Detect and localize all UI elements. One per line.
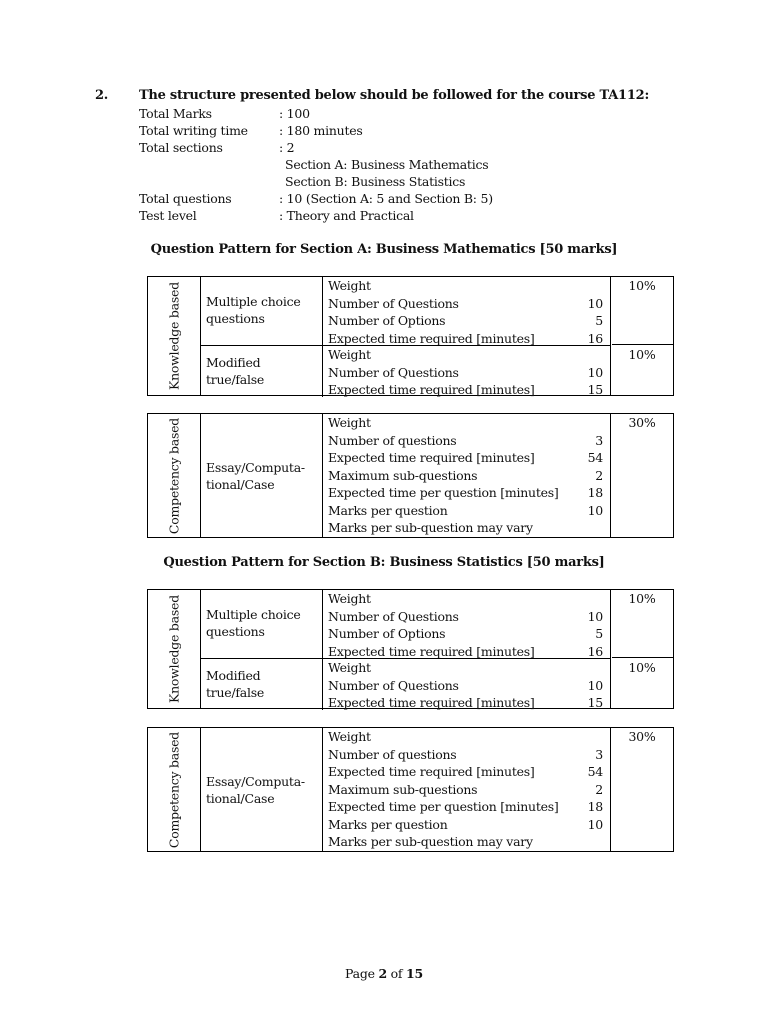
detail-row: Weight	[328, 729, 371, 744]
section-a-title: Question Pattern for Section A: Business Mathematics [50 marks]	[150, 242, 618, 257]
meta-value-total-questions: : 10 (Section A: 5 and Section B: 5)	[279, 191, 493, 206]
mcq-row	[200, 277, 611, 345]
detail-row: Expected time per question [minutes] 18	[328, 485, 603, 500]
meta-value-test-level: : Theory and Practical	[279, 208, 414, 223]
detail-row: Number of Options 5	[328, 626, 603, 641]
true-false-row	[200, 345, 611, 397]
detail-row: Number of Questions 10	[328, 364, 603, 380]
meta-section-a: Section A: Business Mathematics	[285, 157, 489, 172]
meta-label-total-sections: Total sections	[139, 140, 223, 155]
detail-row: Marks per question 10	[328, 502, 603, 518]
detail-row: Expected time per question [minutes] 18	[328, 799, 603, 814]
meta-label-test-level: Test level	[139, 208, 197, 223]
weight-percent: 10%	[628, 347, 656, 362]
page-footer	[0, 966, 768, 981]
question-type-label: Modified true/false	[206, 355, 265, 387]
item-number: 2.	[95, 88, 109, 103]
total-pages: 15	[406, 966, 423, 981]
meta-value-total-marks: : 100	[279, 106, 310, 121]
detail-row: Marks per question 10	[328, 816, 603, 832]
meta-label-total-questions: Total questions	[139, 191, 232, 206]
detail-row: Weight	[328, 347, 371, 362]
meta-label-total-marks: Total Marks	[139, 106, 212, 121]
question-type-label: Multiple choice questions	[206, 294, 301, 326]
weight-percent: 30%	[628, 415, 656, 430]
intro-heading: The structure presented below should be followed for the course TA112:	[139, 88, 649, 103]
detail-row: Expected time required [minutes] 16	[328, 643, 603, 659]
detail-row: Expected time required [minutes] 54	[328, 764, 603, 779]
section-a-knowledge-table	[147, 276, 674, 396]
detail-row: Number of Options 5	[328, 313, 603, 328]
detail-row: Maximum sub-questions 2	[328, 467, 603, 483]
row-divider	[612, 344, 674, 345]
weight-percent: 30%	[628, 729, 656, 744]
detail-row: Expected time required [minutes] 54	[328, 450, 603, 465]
meta-label-writing-time: Total writing time	[139, 123, 248, 138]
meta-value-writing-time: : 180 minutes	[279, 123, 363, 138]
row-divider	[612, 657, 674, 658]
category-cell	[148, 414, 201, 537]
detail-row: Number of Questions 10	[328, 608, 603, 624]
detail-row: Number of Questions 10	[328, 677, 603, 693]
weight-percent: 10%	[628, 278, 656, 293]
section-b-knowledge-table	[147, 589, 674, 709]
detail-row: Expected time required [minutes] 15	[328, 695, 603, 710]
weight-percent: 10%	[628, 660, 656, 675]
detail-row: Weight	[328, 278, 371, 293]
detail-row: Weight	[328, 415, 371, 430]
category-cell	[148, 277, 201, 395]
detail-row: Number of questions 3	[328, 746, 603, 762]
detail-row: Weight	[328, 660, 371, 675]
percent-column	[610, 277, 673, 395]
footer-of: of	[390, 966, 403, 981]
category-cell	[148, 728, 201, 851]
question-type-label: Multiple choice questions	[206, 607, 301, 639]
mcq-row	[200, 590, 611, 658]
meta-value-total-sections: : 2	[279, 140, 295, 155]
detail-row: Marks per sub-question may vary	[328, 520, 533, 535]
detail-row: Maximum sub-questions 2	[328, 781, 603, 797]
category-label: Knowledge based	[166, 595, 182, 703]
meta-section-b: Section B: Business Statistics	[285, 174, 466, 189]
category-label: Knowledge based	[166, 282, 182, 390]
weight-percent: 10%	[628, 591, 656, 606]
question-type-label: Essay/Computa-tional/Case	[206, 774, 305, 806]
footer-prefix: Page	[345, 966, 375, 981]
true-false-row	[200, 658, 611, 710]
question-type-label: Essay/Computa-tional/Case	[206, 460, 305, 492]
detail-row: Weight	[328, 591, 371, 606]
section-b-competency-table	[147, 727, 674, 852]
category-label: Competency based	[166, 731, 182, 848]
detail-row: Number of Questions 10	[328, 295, 603, 311]
detail-row: Expected time required [minutes] 16	[328, 330, 603, 346]
question-type-label: Modified true/false	[206, 668, 265, 700]
essay-row	[200, 414, 611, 538]
section-a-competency-table	[147, 413, 674, 538]
percent-column	[610, 414, 673, 537]
detail-row: Number of questions 3	[328, 432, 603, 448]
category-cell	[148, 590, 201, 708]
percent-column	[610, 728, 673, 851]
category-label: Competency based	[166, 417, 182, 534]
section-b-title: Question Pattern for Section B: Business Statistics [50 marks]	[163, 555, 605, 570]
essay-row	[200, 728, 611, 852]
percent-column	[610, 590, 673, 708]
detail-row: Marks per sub-question may vary	[328, 834, 533, 849]
detail-row: Expected time required [minutes] 15	[328, 382, 603, 397]
current-page: 2	[378, 966, 387, 981]
